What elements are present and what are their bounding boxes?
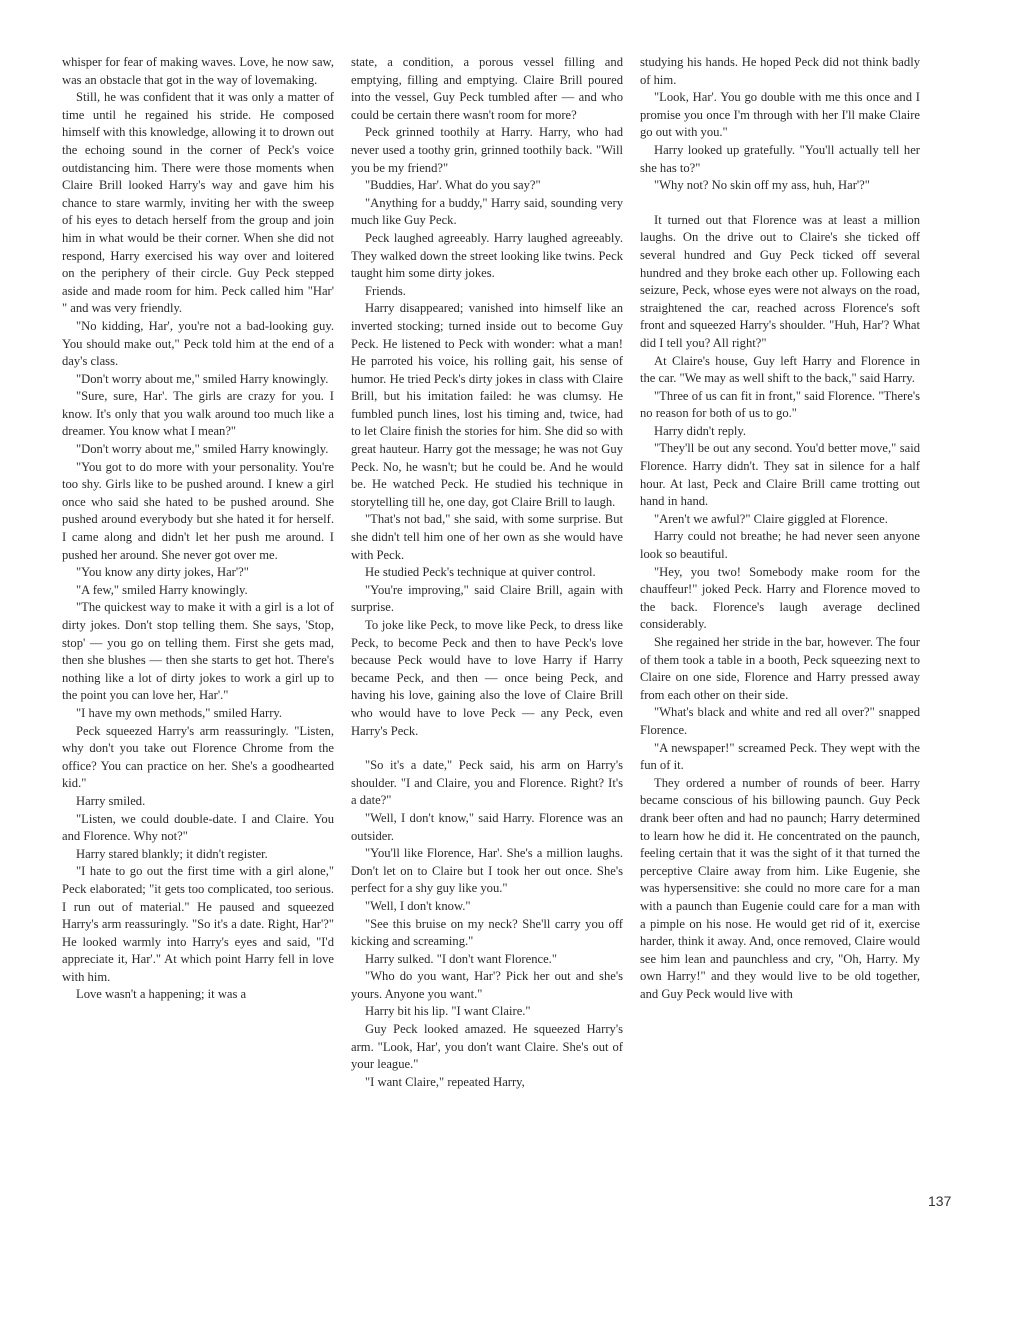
paragraph: "I have my own methods," smiled Harry. [76,705,283,720]
paragraph: Harry could not breathe; he had never seen anyone look so beautiful. [640,529,920,562]
paragraph: "Well, I don't know." [365,898,471,913]
paragraph: "They'll be out any second. You'd better move," said Florence. Harry didn't. They sat in silence for a half hour. At last, Peck and Claire Brill came trotting out hand in hand. [640,441,920,509]
paragraph: Still, he was confident that it was only a matter of time until he regained his stride. He composed himself with this knowledge, allowing it to drown out the echoing sound in the corner of Peck's voice outdistancing him. There were those moments when Claire Brill looked Harry's way and gave him his chance to stare warmly, inviting her with the sweep of his eyes to detach herself from the group and join him in what would be their corner. When she did not respond, Harry exercised his way over and loitered on the periphery of their circle. Guy Peck stepped aside and made room for him. Peck called him "Har' " and was very friendly. [62,90,334,316]
paragraph: studying his hands. He hoped Peck did not think badly of him. [640,55,920,87]
paragraph: "Three of us can fit in front," said Florence. "There's no reason for both of us to go." [640,388,920,421]
paragraph: At Claire's house, Guy left Harry and Florence in the car. "We may as well shift to the back," said Harry. [640,353,920,386]
paragraph: "Don't worry about me," smiled Harry knowingly. [76,442,329,457]
paragraph: "A few," smiled Harry knowingly. [76,582,248,597]
paragraph: "The quickest way to make it with a girl is a lot of dirty jokes. Don't stop telling them. She says, 'Stop, stop' — you go on telling them. First she gets mad, then she blushes — then she starts to get hot. There's nothing like a lot of dirty jokes to work a girl up to the point you can love her, Har'." [62,600,334,703]
paragraph: Friends. [365,283,406,298]
paragraph: "A newspaper!" screamed Peck. They wept with the fun of it. [640,740,920,773]
paragraph: To joke like Peck, to move like Peck, to dress like Peck, to become Peck and then to have Peck's love because Peck would have to love Harry if Harry became Peck, and then — once being Peck, and having his love, gaining also the love of Claire Brill who would have to love Peck — any Peck, even Harry's Peck. [351,618,623,738]
paragraph: "I want Claire," repeated Harry, [365,1074,525,1089]
paragraph: "You know any dirty jokes, Har'?" [76,565,249,580]
paragraph: Harry looked up gratefully. "You'll actually tell her she has to?" [640,142,920,175]
paragraph: "You got to do more with your personality. You're too shy. Girls like to be pushed around. I knew a girl once who said she hated to be pushed around. She pushed around everybody but she hated it for herself. I came along and didn't let her push me around. I pushed her around. She never got over me. [62,459,334,562]
text-column-1 [62,54,334,1004]
paragraph: "I hate to go out the first time with a girl alone," Peck elaborated; "it gets too complicated, too serious. I run out of material." He paused and squeezed Harry's arm reassuringly. "So it's a date. Right, Har'?" He looked warmly into Harry's eyes and said, "I'd appreciate it, Har'." At which point Harry fell in love with him. [62,864,334,984]
paragraph: "You're improving," said Claire Brill, again with surprise. [351,582,623,615]
paragraph: "Listen, we could double-date. I and Claire. You and Florence. Why not?" [62,811,334,844]
paragraph: "Well, I don't know," said Harry. Florence was an outsider. [351,810,623,843]
paragraph: "That's not bad," she said, with some surprise. But she didn't tell him one of her own as she would have with Peck. [351,512,623,562]
paragraph: He studied Peck's technique at quiver control. [365,565,596,580]
paragraph: Harry disappeared; vanished into himself like an inverted stocking; turned inside out to become Guy Peck. He listened to Peck with wonder: what a man! He parroted his voice, his rolling gait, his sense of humor. He tried Peck's dirty jokes in class with Claire Brill, but his imitation failed: he was clumsy. He fumbled punch lines, lost his timing and, twice, had to let Claire finish the stories for him. She did so with great hauteur. Harry got the message; he was not Guy Peck. No, he wasn't; but he could be. And he would be. He watched Peck. He studied his technique in storytelling till he, one day, got Claire Brill to laugh. [351,301,623,509]
paragraph: "No kidding, Har', you're not a bad-looking guy. You should make out," Peck told him at the end of a day's class. [62,318,334,369]
paragraph: Peck laughed agreeably. Harry laughed agreeably. They walked down the street looking like twins. Peck taught him some dirty jokes. [351,230,623,281]
paragraph: "So it's a date," Peck said, his arm on Harry's shoulder. "I and Claire, you and Florence. Right? It's a date?" [351,758,623,808]
paragraph: Harry smiled. [76,793,146,808]
paragraph: "Aren't we awful?" Claire giggled at Florence. [654,511,888,526]
paragraph: Peck squeezed Harry's arm reassuringly. "Listen, why don't you take out Florence Chrome from the office? You can practice on her. She's a goodhearted kid." [62,723,334,791]
paragraph: Love wasn't a happening; it was a [76,987,247,1002]
paragraph: state, a condition, a porous vessel filling and emptying, filling and emptying. Claire Brill poured into the vessel, Guy Peck tumbled after — and who could be certain there wasn't room for more? [351,55,623,122]
text-column-2 [351,54,623,1091]
paragraph: "See this bruise on my neck? She'll carry you off kicking and screaming." [351,916,623,949]
paragraph: Harry didn't reply. [654,423,747,438]
paragraph: "Hey, you two! Somebody make room for the chauffeur!" joked Peck. Harry and Florence moved to the back. Florence's laugh average declined considerably. [640,564,920,632]
paragraph: Harry sulked. "I don't want Florence." [365,951,557,966]
paragraph: "You'll like Florence, Har'. She's a million laughs. Don't let on to Claire but I took her out once. She's perfect for a shy guy like you." [351,846,623,896]
text-column-3 [640,54,920,1003]
paragraph: "Who do you want, Har'? Pick her out and she's yours. Anyone you want." [351,969,623,1001]
paragraph: "Look, Har'. You go double with me this once and I promise you once I'm through with her I'll make Claire go out with you." [640,90,920,140]
page-number: 137 [928,1193,952,1209]
paragraph: Harry stared blankly; it didn't register. [76,846,268,861]
paragraph: "Buddies, Har'. What do you say?" [365,178,541,193]
paragraph: "Sure, sure, Har'. The girls are crazy for you. I know. It's only that you walk around too much like a dreamer. You know what I mean?" [62,389,334,439]
paragraph: Guy Peck looked amazed. He squeezed Harry's arm. "Look, Har', you don't want Claire. She's out of your league." [351,1022,623,1072]
paragraph: "Anything for a buddy," Harry said, sounding very much like Guy Peck. [351,195,623,228]
paragraph: They ordered a number of rounds of beer. Harry became conscious of his billowing paunch. Guy Peck drank beer often and had no paunch; Harry determined to learn how he did it. He concentrated on the paunch, feeling certain that it was the sight of it that turned the perceptive Claire away from him. Like Eugenie, she was hypersensitive: she could no more care for a man with a paunch than Eugenie could care for a man with a pimple on his nose. He would get rid of it, exercise harder, think it away. And, once removed, Claire would see him lean and paunchless and cry, "Oh, Harry. My own Harry!" and they would live to be old together, and Guy Peck would live with [640,775,920,1001]
paragraph: "What's black and white and red all over?" snapped Florence. [640,705,920,737]
paragraph: Peck grinned toothily at Harry. Harry, who had never used a toothy grin, grinned toothily back. "Will you be my friend?" [351,125,623,175]
paragraph: whisper for fear of making waves. Love, he now saw, was an obstacle that got in the way of lovemaking. [62,55,334,87]
paragraph: She regained her stride in the bar, however. The four of them took a table in a booth, Peck squeezing next to Claire on one side, Florence and Harry pressed away from each other on their side. [640,635,920,702]
paragraph: It turned out that Florence was at least a million laughs. On the drive out to Claire's she ticked off several hundred and Guy Peck ticked off several hundred and they broke each other up. Following each seizure, Peck, whose eyes were not always on the road, straightened the car, reached across Florence's soft front and squeezed Harry's shoulder. "Huh, Har'? What did I tell you? All right?" [640,212,920,350]
paragraph: "Why not? No skin off my ass, huh, Har'?" [654,178,870,193]
paragraph: Harry bit his lip. "I want Claire." [365,1004,531,1019]
paragraph: "Don't worry about me," smiled Harry knowingly. [76,371,329,386]
